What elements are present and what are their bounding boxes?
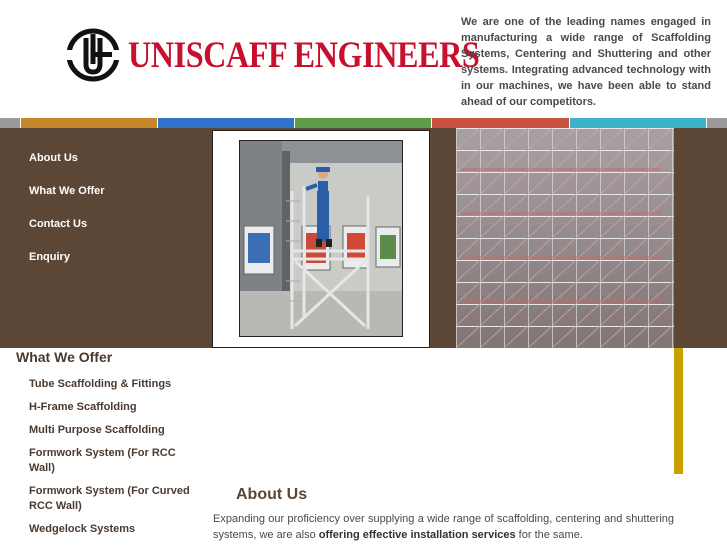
main-nav [29, 151, 105, 283]
color-stripe [707, 118, 727, 128]
offer-item[interactable]: Formwork System (For RCC Wall) [29, 447, 176, 474]
what-we-offer-heading: What We Offer [16, 349, 113, 365]
logo-text: UNISCAFF ENGINEERS [128, 34, 480, 76]
nav-contact-us[interactable]: Contact Us [29, 218, 88, 230]
about-us-heading: About Us [236, 486, 308, 503]
building-scaffolding-photo [456, 128, 674, 348]
about-text-bold: offering effective installation services [318, 529, 516, 541]
color-stripe [0, 118, 20, 128]
offer-item[interactable]: Wedgelock Systems [29, 523, 136, 535]
nav-enquiry[interactable]: Enquiry [29, 251, 70, 263]
color-stripe [570, 118, 706, 128]
color-stripe [432, 118, 569, 128]
accent-bar [674, 348, 683, 474]
about-text-part: for the same. [515, 529, 583, 541]
uniscaff-logo-icon [66, 28, 120, 82]
offer-item[interactable]: H-Frame Scaffolding [29, 401, 137, 413]
intro-text: We are one of the leading names engaged in manufacturing a wide range of Scaffolding Systems, Centering and Shuttering and other systems. Integrating advanced technology with in our machines, we have been able to stand ahead of our competitors. [461, 16, 711, 108]
offer-item[interactable]: Tube Scaffolding & Fittings [29, 378, 172, 390]
worker-on-scaffold-photo [239, 140, 403, 337]
site-header [0, 0, 727, 118]
color-stripe [158, 118, 294, 128]
about-text-part: Expanding our proficiency over supplying a wide range of scaffolding, centering and shuttering systems, we are also [213, 513, 674, 541]
offer-item[interactable]: Multi Purpose Scaffolding [29, 424, 165, 436]
offer-list [29, 377, 204, 545]
nav-about-us[interactable]: About Us [29, 152, 78, 164]
offer-item[interactable]: Formwork System (For Curved RCC Wall) [29, 485, 190, 512]
color-stripe [21, 118, 157, 128]
color-stripe [295, 118, 431, 128]
nav-what-we-offer[interactable]: What We Offer [29, 185, 105, 197]
about-us-text [213, 511, 674, 543]
